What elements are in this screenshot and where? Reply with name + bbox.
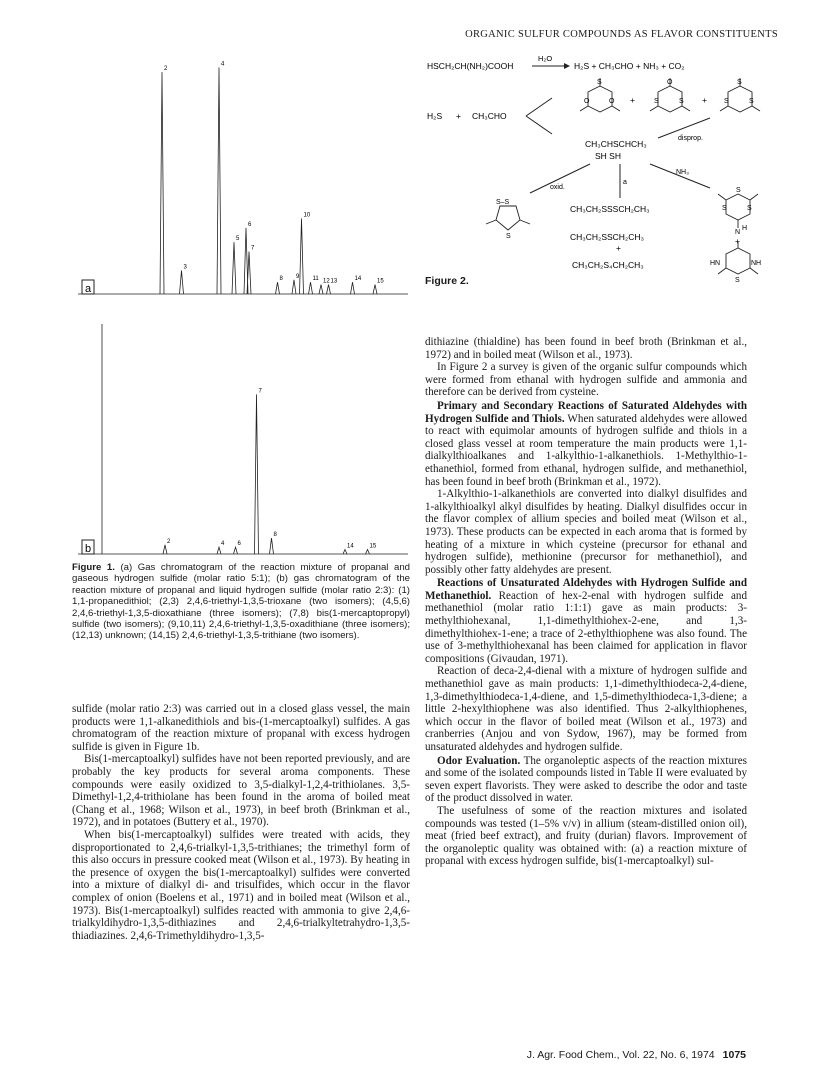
page-footer (527, 1049, 746, 1061)
left-column (72, 703, 410, 942)
journal-citation: J. Agr. Food Chem., Vol. 22, No. 6, 1974 (526, 1049, 715, 1061)
section-paragraph (425, 400, 747, 488)
arrow-label-nh3: NH₃ (676, 169, 689, 176)
dithiazine-s2: S (747, 205, 752, 212)
peak-label: 4 (221, 61, 225, 68)
arrow-ammonia (650, 164, 710, 188)
chromatogram-peak (232, 242, 236, 294)
chromatogram-peak (327, 285, 331, 294)
chromatogram-peak (255, 394, 259, 554)
chromatogram-peak (351, 282, 355, 294)
peak-label: 2 (164, 66, 168, 73)
ring-trithiolane (486, 206, 530, 230)
peak-label: 14 (347, 543, 354, 550)
chromatogram-peak (180, 270, 184, 294)
chromatogram-peak (343, 549, 347, 554)
paragraph: 1-Alkylthio-1-alkanethiols are converted into dialkyl disulfides and 1-alkylthioalkyl alkyl disulfides by heating. Dialkyl disulfides occur in the flavor complex of allium species and boiled meat (Wilson et al., 1973). These products can be expected in each aroma that is formed by heating of a mixture in which cysteine (precursor for ethanal and hydrogen sulfide), methionine (precursor for methanethiol), and possibly other fatty aldehydes are present. (425, 488, 747, 576)
peak-label: 9 (296, 273, 300, 280)
hydrolysis-products: H₂S + CH₃CHO + NH₃ + CO₂ (574, 61, 685, 71)
reactant-h2s: H₂S (427, 111, 443, 121)
dithiazine-s1: S (722, 205, 727, 212)
thiadiazine-hn: HN (710, 260, 721, 267)
peaks-b (163, 388, 377, 554)
page-number: 1075 (722, 1049, 746, 1061)
peak-label: 6 (237, 541, 241, 548)
diethyl-trisulfide: CH₃CH₂SSSCH₂CH₃ (570, 204, 650, 214)
arrow-label-h2o: H₂O (538, 54, 553, 63)
section-paragraph (425, 577, 747, 665)
diethyl-tetrasulfide: CH₃CH₂S₄CH₂CH₃ (572, 260, 644, 270)
reactant-ethanal: CH₃CHO (472, 111, 507, 121)
running-head: ORGANIC SULFUR COMPOUNDS AS FLAVOR CONSTITUENTS (465, 29, 778, 40)
peak-label: 2 (167, 538, 171, 545)
peak-label: 10 (303, 212, 311, 219)
plus-sign: + (616, 243, 621, 253)
ring3-s1: S (737, 79, 742, 86)
ring3-s2: S (749, 98, 754, 105)
ring2-s2: S (654, 98, 659, 105)
thiadiazine-s: S (735, 277, 740, 284)
paragraph: In Figure 2 a survey is given of the organic sulfur compounds which were formed from ethanal with hydrogen sulfide and ammonia and therefore can be derived from cysteine. (425, 361, 747, 399)
chromatogram-peak (217, 547, 221, 554)
arrow-label-disprop: disprop. (678, 135, 703, 142)
dithiol-formula: CH₃CHSCHCH₃ (585, 139, 647, 149)
chromatogram-peak (292, 280, 296, 294)
ring1-o2: O (584, 98, 590, 105)
chromatogram-a (72, 50, 412, 305)
arrow-label-oxid: oxid. (550, 184, 565, 191)
paragraph: dithiazine (thialdine) has been found in beef broth (Brinkman et al., 1972) and in boiled meat (Wilson et al., 1973). (425, 336, 747, 361)
plus-sign: + (735, 236, 740, 246)
section-heading: Odor Evaluation. (437, 754, 521, 767)
ring2-s1: S (679, 98, 684, 105)
peaks-a (160, 61, 384, 294)
peak-label: 7 (258, 388, 262, 395)
chromatogram-peak (319, 285, 323, 294)
figure1-caption (72, 562, 410, 642)
plus-sign: + (456, 111, 461, 121)
paragraph: sulfide (molar ratio 2:3) was carried out in a closed glass vessel, the main products were 1,1-alkanedithiols and bis-(1-mercaptoalkyl) sulfides. A gas chromatogram of the reaction mixture of propanal with excess hydrogen sulfide is given in Figure 1b. (72, 703, 410, 753)
figure2-label: Figure 2. (425, 275, 469, 287)
reactant-cysteine: HSCH₂CH(NH₂)COOH (427, 61, 514, 71)
chromatogram-peak (270, 538, 274, 554)
chromatogram-peak (373, 285, 377, 294)
peak-label: 8 (279, 276, 283, 283)
peak-label: 14 (354, 276, 362, 283)
peak-label: 12 (323, 278, 330, 285)
paragraph-text: The organoleptic aspects of the reaction mixtures and some of the isolated compounds listed in Table II were evaluated by seven expert flavorists. They were asked to describe the odor and taste of the product dissolved in water. (425, 754, 747, 805)
dithiol-sh-groups: SH SH (595, 151, 621, 161)
chromatogram-peak (163, 545, 167, 554)
peak-label: 7 (251, 245, 255, 252)
ring3-s3: S (724, 98, 729, 105)
reaction-scheme (420, 48, 800, 288)
arrowhead (564, 63, 570, 69)
chromatogram-peak (276, 282, 280, 294)
ring2-o: O (667, 79, 673, 86)
paragraph: When bis(1-mercaptoalkyl) sulfides were treated with acids, they disproportionated to 2,4,6-trialkyl-1,3,5-trithianes; the trimethyl form of this also occurs in pressure cooked meat (Wilson et al., 1973). By heating in the presence of oxygen the bis(1-mercaptoalkyl) sulfides were converted into a mixture of dialkyl di- and trisulfides, which occur in the flavor complex of onion (Boelens et al., 1971) and in boiled meat (Wilson et al., 1973). Bis(1-mercaptoalkyl) sulfides reacted with ammonia to give 2,4,6-trialkyldihydro-1,3,5-dithiazines and 2,4,6-trialkyltetrahydro-1,3,5-thiadiazines. 2,4,6-Trimethyldihydro-1,3,5- (72, 828, 410, 942)
trithiolane-ss: S–S (496, 199, 510, 206)
chromatogram-peak (366, 549, 370, 554)
ring-thiadiazine (718, 242, 758, 274)
diethyl-disulfide: CH₃CH₂SSCH₂CH₃ (570, 232, 644, 242)
chromatogram-peak (309, 282, 313, 294)
paragraph: The usefulness of some of the reaction mixtures and isolated compounds was tested (1–5% v/v) in allium (steam-distilled onion oil), meat (fried beef extract), and fruity (durian) flavors. Improvement of the organoleptic quality was obtained with: (a) a reaction mixture of propanal with excess hydrogen sulfide, bis(1-mercaptoalkyl) sul- (425, 804, 747, 868)
branch-up (526, 98, 552, 116)
peak-label: 6 (248, 221, 252, 228)
dithiazine-n: N (735, 229, 741, 236)
chromatogram-peak (160, 72, 164, 294)
peak-label: 13 (330, 278, 338, 285)
branch-down (526, 116, 552, 134)
trithiolane-s: S (506, 233, 511, 240)
peak-label: 8 (273, 532, 277, 539)
chromatogram-b (72, 318, 412, 558)
peak-label: 5 (236, 236, 240, 243)
dithiazine-h: H (742, 225, 748, 232)
section-heading: Reactions of Unsaturated Aldehydes with Hydrogen Sulfide and Methanethiol. (425, 577, 747, 602)
paragraph-text: When saturated aldehydes were allowed to react with equimolar amounts of hydrogen sulfide and thiols in a closed glass vessel at room temperature the main products were 1,1-dialkylthioalkanes and 1-alkylthio-1-alkanethiols. 1-Methylthio-1-ethanethiol, formed from ethanal, hydrogen sulfide, and methanethiol, has been found in beef broth (Brinkman et al., 1972). (425, 412, 747, 488)
thiadiazine-nh: NH (751, 260, 762, 267)
peak-label: 15 (377, 278, 384, 285)
section-paragraph (425, 755, 747, 805)
paragraph: Bis(1-mercaptoalkyl) sulfides have not been reported previously, and are probably the key products for several aroma components. These compounds were easily oxidized to 3,5-dialkyl-1,2,4-trithiolanes. 3,5-Dimethyl-1,2,4-trithiolane has been found in the aroma of boiled meat (Chang et al., 1968; Wilson et al., 1973), in beef broth (Brinkman et al., 1972), and in potatoes (Buttery et al., 1970). (72, 753, 410, 829)
chromatogram-peak (300, 218, 304, 294)
peak-label: 11 (312, 276, 319, 283)
panel-label-a: a (85, 283, 92, 295)
section-heading: Primary and Secondary Reactions of Saturated Aldehydes with Hydrogen Sulfide and Thiols. (425, 399, 747, 425)
figure1-caption-text: (a) Gas chromatogram of the reaction mixture of propanal and gaseous hydrogen sulfide (molar ratio 5:1); (b) gas chromatogram of the reaction mixture of propanal and liquid hydrogen sulfide (molar ratio 2:3): (1) 1,1-propanedithiol; (2,3) 2,4,6-triethyl-1,3,5-trioxane (two isomers); (4,5,6) 2,4,6-triethyl-1,3,5-dioxathiane (three isomers); (7,8) bis(1-mercaptopropyl) sulfide (two isomers); (9,10,11) 2,4,6-triethyl-1,3,5-oxadithiane (three isomers); (12,13) unknown; (14,15) 2,4,6-triethyl-1,3,5-trithiane (two isomers). (72, 562, 411, 642)
ring1-o1: O (609, 98, 615, 105)
chromatogram-peak (217, 67, 221, 294)
chromatogram-peak (247, 252, 251, 294)
peak-label: 4 (221, 541, 225, 548)
ring1-s: S (597, 79, 602, 86)
plus-sign: + (702, 95, 707, 105)
figure1-label: Figure 1. (72, 562, 115, 573)
arrow-label-a: a (623, 179, 627, 186)
paragraph-text: Reaction of hex-2-enal with hydrogen sulfide and methanethiol (molar ratio 1:1:1) gave as main products: 3-methylthiohexanal, 1,1-dimethylthiohex-2-ene, and 1,3-dimethylthiohex-1-ene; a trace of 2-ethylthiophene was also found. The use of 3-methylthiohexanal has been claimed for application in flavor compositions (Givaudan, 1971). (425, 589, 747, 665)
plus-sign: + (630, 95, 635, 105)
panel-label-b: b (85, 543, 92, 555)
paragraph: Reaction of deca-2,4-dienal with a mixture of hydrogen sulfide and methanethiol gave as main products: 1,1-dimethylthiodeca-2,4-diene, 1,3-dimethylthiodeca-1,4-diene, and 1,5-dimethylthiodeca-1,3-diene; a little 2-hexylthiophene was also identified. Thus 2-alkylthiophenes, which occur in the flavor of boiled meat (Wilson et al., 1973) and cranberries (Anjou and von Sydow, 1967), may be formed from unsaturated aldehydes and hydrogen sulfide. (425, 665, 747, 753)
peak-label: 15 (369, 543, 377, 550)
peak-label: 3 (183, 264, 187, 271)
dithiazine-s3: S (736, 187, 741, 194)
right-column (425, 336, 747, 868)
chromatogram-peak (234, 547, 238, 554)
